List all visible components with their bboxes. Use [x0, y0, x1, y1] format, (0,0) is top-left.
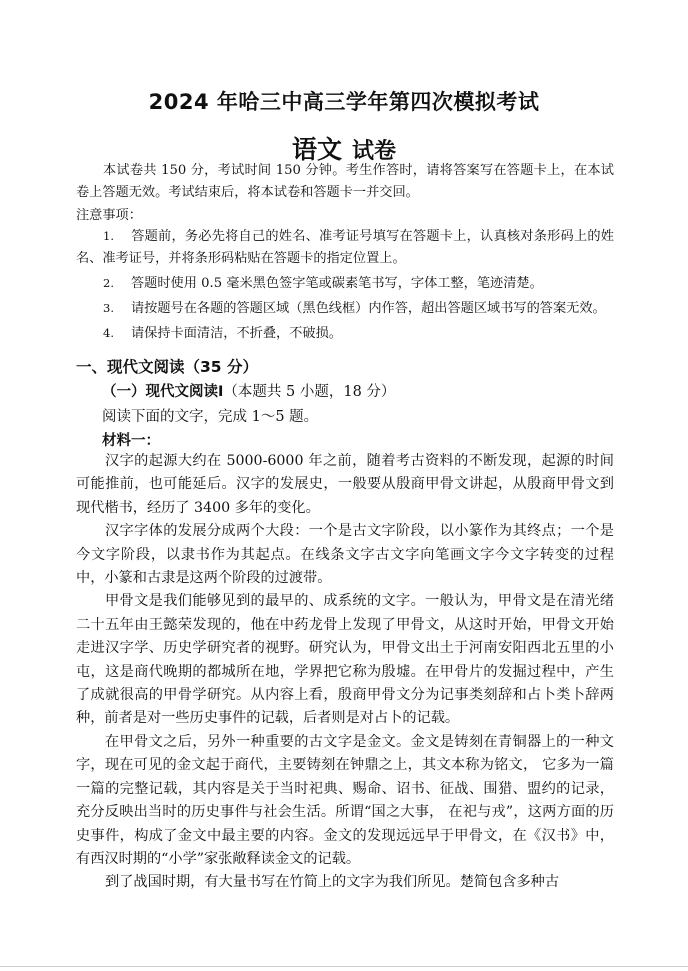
notice-item-text: 请保持卡面清洁，不折叠，不破损。	[131, 326, 342, 341]
body-paragraph: 甲骨文是我们能够见到的最早的、成系统的文字。一般认为，甲骨文是在清光绪二十五年由王懿荣发现的，他在中药龙骨上发现了甲骨文，从这时开始，甲骨文开始走进汉字学、历史学研究者的视野。研究认为，甲骨文出土于河南安阳西北五里的小屯，这是商代晚期的都城所在地，学界把它称为殷墟。在甲骨片的发掘过程中，产生了成就很高的甲骨学研究。从内容上看，殷商甲骨文分为记事类刻辞和占卜类卜辞两种，前者是对一些历史事件的记载，后者则是对占卜的记载。	[76, 593, 614, 727]
notice-item-number: 2.	[103, 276, 114, 290]
material-label: 材料一：	[102, 433, 160, 449]
intro-paragraph: 本试卷共 150 分，考试时间 150 分钟。考生作答时，请将答案写在答题卡上，在本试卷上答题无效。考试结束后，将本试卷和答题卡一并交回。	[76, 163, 614, 200]
section-heading: 一、现代文阅读（35 分）	[76, 358, 258, 376]
material-body	[76, 450, 614, 895]
notice-item	[76, 322, 614, 345]
notice-item	[76, 272, 614, 295]
body-paragraph: 到了战国时期，有大量书写在竹简上的文字为我们所见。楚简包含多种古	[105, 874, 560, 891]
body-paragraph: 汉字字体的发展分成两个大段：一个是古文字阶段，以小篆作为其终点；一个是今文字阶段，以隶书作为其起点。在线条文字古文字向笔画文字今文字转变的过程中，小篆和古隶是这两个阶段的过渡带。	[76, 523, 614, 587]
exam-title: 2024 年哈三中高三学年第四次模拟考试	[148, 90, 540, 114]
notice-item	[76, 297, 614, 320]
sub-section-title: （一）现代文阅读Ⅰ	[102, 384, 224, 400]
notice-list	[76, 223, 614, 347]
sub-section-heading	[102, 380, 395, 401]
notice-item-number: 4.	[103, 326, 114, 340]
notice-item-text: 答题前，务必先将自己的姓名、准考证号填写在答题卡上，认真核对条形码上的姓名、准考证号，并将条形码粘贴在答题卡的指定位置上。	[76, 229, 614, 266]
notice-label: 注意事项：	[76, 208, 142, 223]
reading-instruction: 阅读下面的文字，完成 1～5 题。	[102, 409, 319, 425]
notice-item-number: 3.	[103, 301, 114, 315]
notice-item-text: 答题时使用 0.5 毫米黑色签字笔或碳素笔书写，字体工整，笔迹清楚。	[131, 276, 543, 291]
body-paragraph: 汉字的起源大约在 5000-6000 年之前，随着考古资料的不断发现，起源的时间可能推前，也可能延后。汉字的发展史，一般要从殷商甲骨文讲起，从殷商甲骨文到现代楷书，经历了 3400 多年的变化。	[76, 453, 614, 516]
paper-subtitle: 试卷	[352, 138, 397, 164]
paper-subject: 语文	[291, 135, 342, 164]
notice-item-number: 1.	[103, 229, 114, 243]
notice-item	[76, 225, 614, 270]
body-paragraph: 在甲骨文之后，另外一种重要的古文字是金文。金文是铸刻在青铜器上的一种文字，现在可见的金文起于商代，主要铸刻在钟鼎之上，其文本称为铭文， 它多为一篇一篇的完整记载，其内容是关于当时祀典、赐命、诏书、征战、围猎、盟约的记录，充分反映出当时的历史事件与社会生活。所谓“国之大事， 在祀与戎”，这两方面的历史事件，构成了金文中最主要的内容。金文的发现远远早于甲骨文，在《汉书》中，有西汉时期的“小学”家张敞释读金文的记载。	[76, 733, 614, 867]
sub-section-note: （本题共 5 小题，18 分）	[223, 384, 396, 400]
notice-item-text: 请按题号在各题的答题区域（黑色线框）内作答，超出答题区域书写的答案无效。	[131, 301, 606, 316]
page-bottom-rule	[0, 966, 688, 967]
